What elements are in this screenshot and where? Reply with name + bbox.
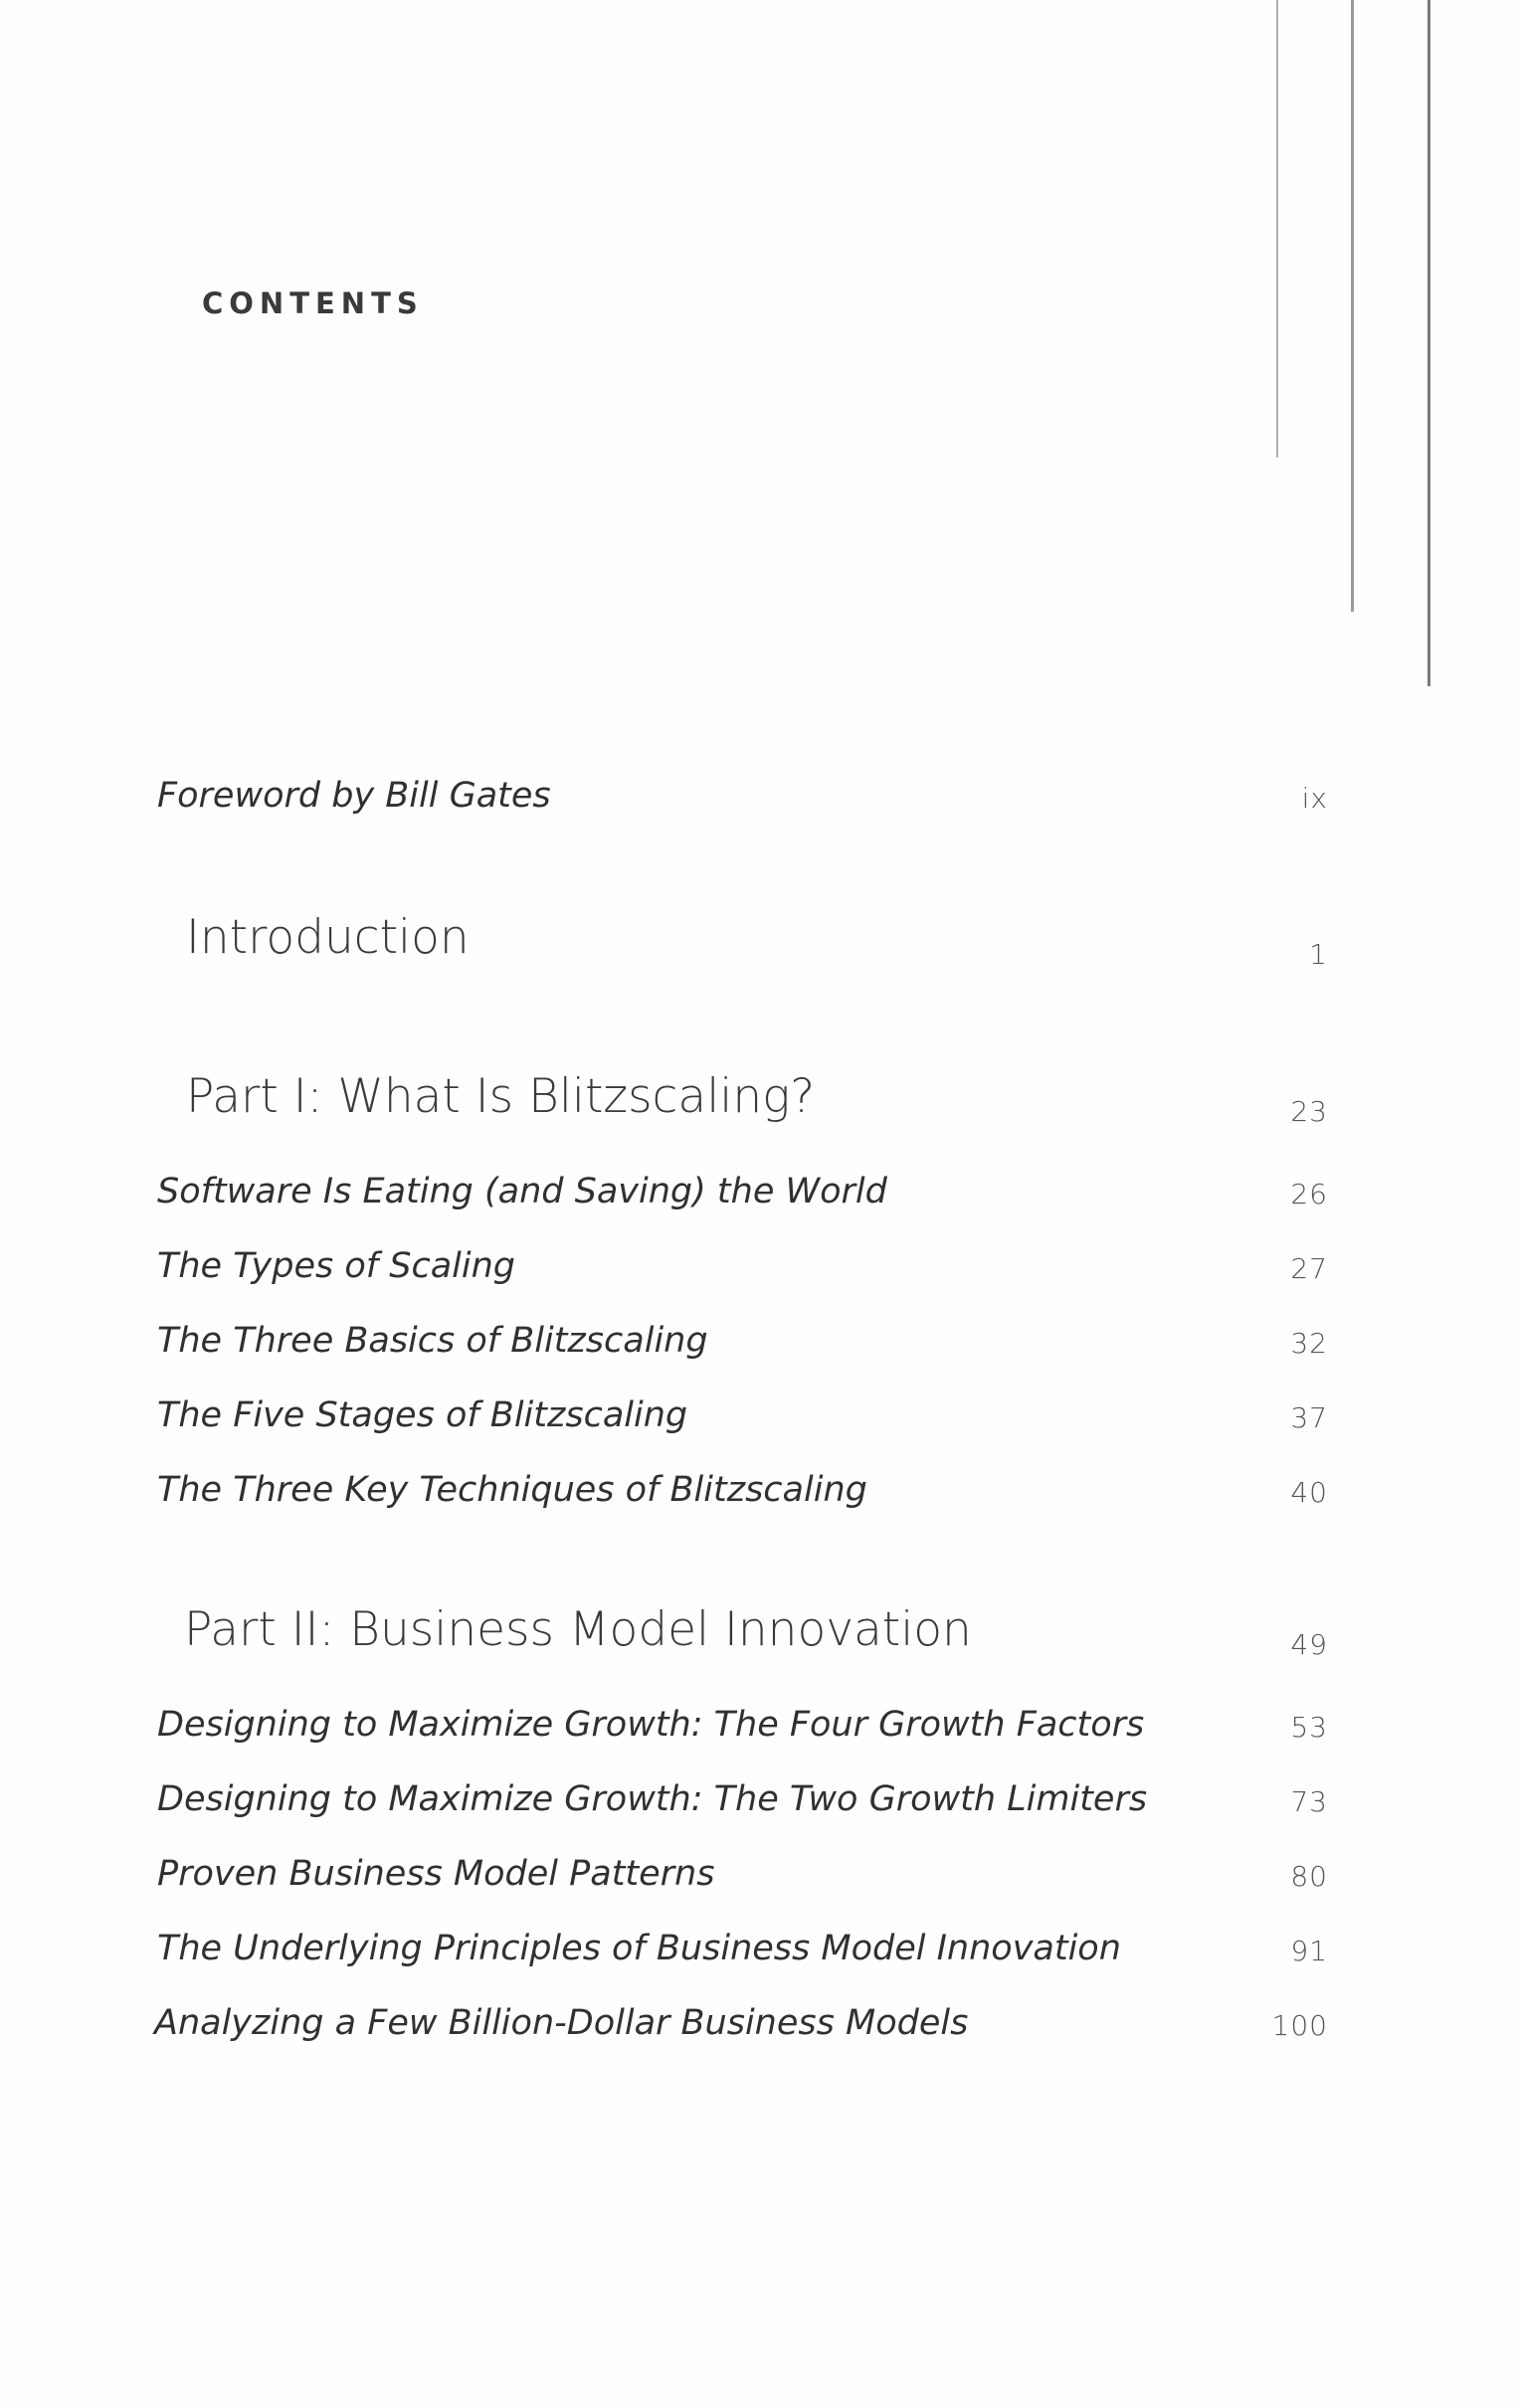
contents-heading: CONTENTS	[202, 286, 424, 320]
toc-entry-title: Designing to Maximize Growth: The Four Growth Factors	[157, 1705, 1145, 1745]
toc-entry-page: 53	[1290, 1711, 1328, 1744]
toc-entry-title: The Five Stages of Blitzscaling	[157, 1395, 688, 1435]
toc-heading-title: Part II: Business Model Innovation	[184, 1602, 972, 1657]
toc-entry-title: The Three Basics of Blitzscaling	[157, 1321, 708, 1361]
toc-entry-page: 73	[1290, 1785, 1328, 1818]
toc-heading-part-1	[0, 1069, 1520, 1129]
toc-entry-title: Designing to Maximize Growth: The Two Growth Limiters	[157, 1779, 1148, 1819]
margin-rule-1	[1276, 0, 1278, 458]
toc-entry-page: 37	[1290, 1401, 1328, 1434]
toc-entry	[0, 1246, 1520, 1306]
toc-entry-title: Proven Business Model Patterns	[157, 1854, 715, 1894]
toc-entry	[0, 1779, 1520, 1839]
toc-entry	[0, 1854, 1520, 1914]
toc-heading-title: Part I: What Is Blitzscaling?	[186, 1069, 816, 1124]
toc-heading-page: 49	[1290, 1628, 1328, 1661]
toc-entry	[0, 1172, 1520, 1231]
toc-heading-introduction	[0, 910, 1520, 970]
toc-entry-title: The Three Key Techniques of Blitzscaling	[157, 1470, 867, 1510]
toc-heading-part-2	[0, 1602, 1520, 1662]
toc-entry	[0, 1470, 1520, 1530]
toc-entry-title: The Underlying Principles of Business Model Innovation	[157, 1929, 1121, 1968]
toc-entry-page: 32	[1290, 1327, 1328, 1360]
margin-rule-2	[1351, 0, 1354, 612]
toc-entry-foreword	[0, 776, 1520, 835]
toc-entry-page: 26	[1290, 1178, 1328, 1210]
toc-entry-page: 80	[1290, 1860, 1328, 1893]
toc-entry-title: Foreword by Bill Gates	[157, 776, 551, 816]
toc-entry-page: ix	[1301, 782, 1328, 815]
toc-entry-page: 40	[1290, 1476, 1328, 1509]
toc-heading-page: 23	[1290, 1095, 1328, 1128]
toc-entry-title: Analyzing a Few Billion-Dollar Business Models	[154, 2003, 969, 2043]
toc-entry	[0, 1929, 1520, 1988]
toc-entry	[0, 1395, 1520, 1455]
margin-rule-3	[1427, 0, 1430, 686]
toc-entry	[0, 2003, 1520, 2063]
toc-entry	[0, 1321, 1520, 1381]
toc-heading-title: Introduction	[186, 910, 470, 965]
toc-entry	[0, 1705, 1520, 1764]
toc-entry-title: Software Is Eating (and Saving) the World	[157, 1172, 887, 1211]
toc-entry-page: 91	[1290, 1935, 1328, 1967]
toc-entry-page: 27	[1290, 1252, 1328, 1285]
toc-heading-page: 1	[1309, 938, 1328, 971]
toc-entry-page: 100	[1271, 2009, 1328, 2042]
toc-entry-title: The Types of Scaling	[157, 1246, 515, 1286]
